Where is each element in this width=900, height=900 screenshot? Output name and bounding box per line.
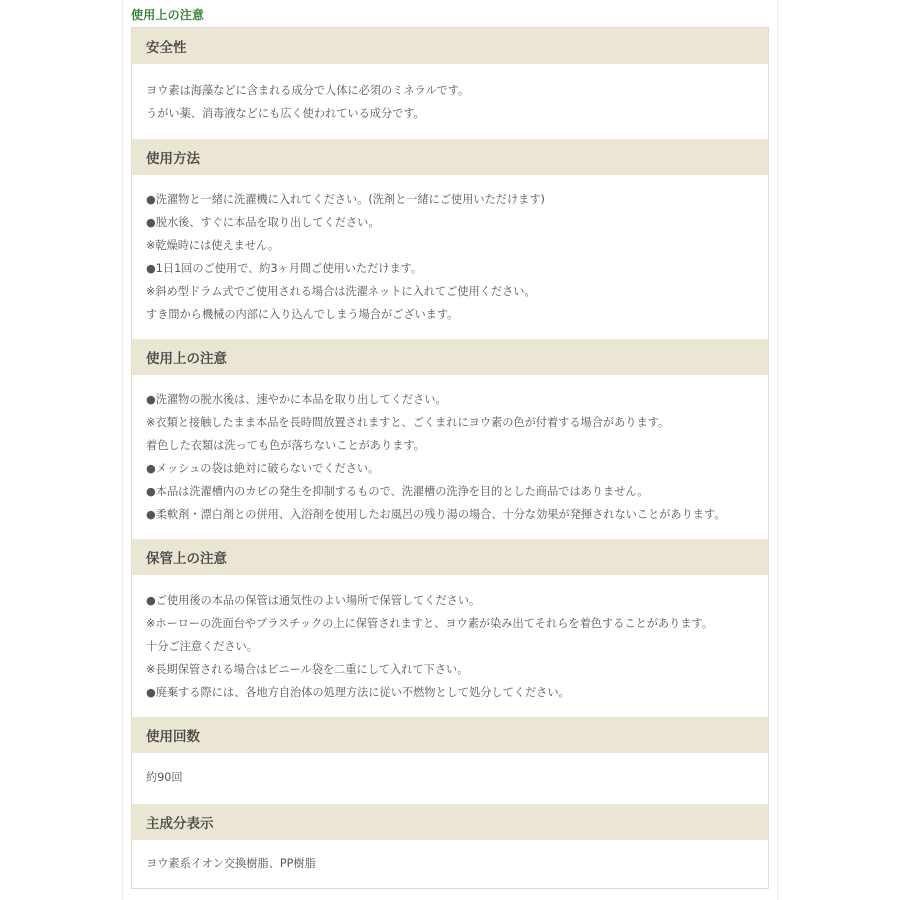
section-heading-safety: 安全性 — [132, 28, 768, 64]
text-line: ●メッシュの袋は絶対に破らないでください。 — [146, 462, 380, 475]
text-line: うがい薬、消毒液などにも広く使われている成分です。 — [146, 107, 425, 120]
section-body-usage — [146, 188, 758, 326]
text-line: ●廃棄する際には、各地方自治体の処理方法に従い不燃物として処分してください。 — [146, 686, 570, 699]
text-line: すき間から機械の内部に入り込んでしまう場合がございます。 — [146, 308, 459, 321]
text-line: ※長期保管される場合はビニール袋を二重にして入れて下さい。 — [146, 663, 469, 676]
text-line: 約90回 — [146, 771, 183, 784]
text-line: ●洗濯物の脱水後は、速やかに本品を取り出してください。 — [146, 393, 447, 406]
text-line: ●1日1回のご使用で、約3ヶ月間ご使用いただけます。 — [146, 262, 423, 275]
text-line: 着色した衣類は洗っても色が落ちないことがあります。 — [146, 439, 425, 452]
text-line: ヨウ素系イオン交換樹脂、PP樹脂 — [146, 857, 316, 870]
text-line: ※衣類と接触したまま本品を長時間放置されますと、ごくまれにヨウ素の色が付着する場合があります。 — [146, 416, 670, 429]
text-line: ヨウ素は海藻などに含まれる成分で人体に必須のミネラルです。 — [146, 84, 470, 97]
section-heading-storage: 保管上の注意 — [132, 539, 768, 575]
page-title: 使用上の注意 — [131, 8, 205, 22]
text-line: ●洗濯物と一緒に洗濯機に入れてください。(洗剤と一緒にご使用いただけます) — [146, 193, 545, 206]
text-line: 十分ご注意ください。 — [146, 640, 258, 653]
section-body-ingredients — [146, 852, 758, 875]
text-line: ●柔軟剤・漂白剤との併用、入浴剤を使用したお風呂の残り湯の場合、十分な効果が発揮されないことがあります。 — [146, 508, 726, 521]
text-line: ※乾燥時には使えません。 — [146, 239, 280, 252]
section-heading-usage: 使用方法 — [132, 139, 768, 175]
text-line: ●脱水後、すぐに本品を取り出してください。 — [146, 216, 380, 229]
text-line: ●本品は洗濯槽内のカビの発生を抑制するもので、洗濯槽の洗浄を目的とした商品ではありません。 — [146, 485, 649, 498]
section-heading-precautions: 使用上の注意 — [132, 339, 768, 375]
section-body-safety — [146, 79, 758, 125]
section-body-storage — [146, 589, 758, 704]
notice-box — [131, 27, 769, 889]
section-heading-ingredients: 主成分表示 — [132, 804, 768, 840]
section-body-usage-count — [146, 766, 758, 789]
text-line: ●ご使用後の本品の保管は通気性のよい場所で保管してください。 — [146, 594, 481, 607]
section-heading-usage-count: 使用回数 — [132, 717, 768, 753]
section-body-precautions — [146, 388, 758, 526]
text-line: ※斜め型ドラム式でご使用される場合は洗濯ネットに入れてご使用ください。 — [146, 285, 536, 298]
text-line: ※ホーローの洗面台やプラスチックの上に保管されますと、ヨウ素が染み出てそれらを着色することがあります。 — [146, 617, 713, 630]
